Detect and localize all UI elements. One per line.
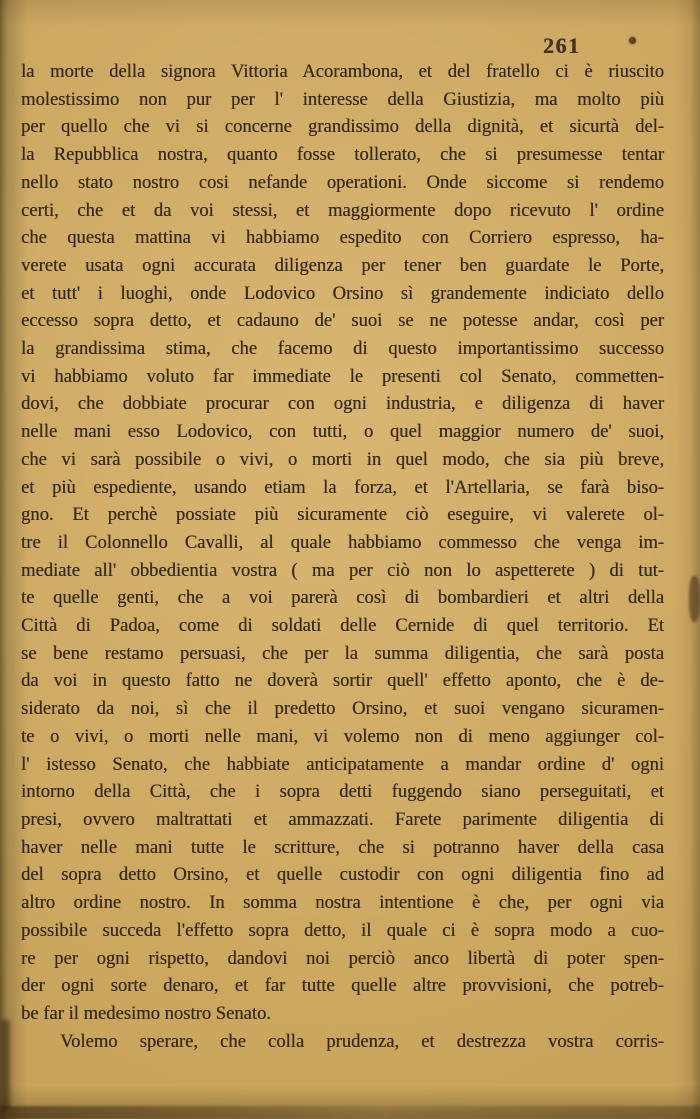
page-number: 261 (543, 33, 581, 58)
text-line: presi, ovvero maltrattati et ammazzati. Farete parimente diligentia di (21, 808, 664, 830)
text-line: te quelle genti, che a voi parerà così di bombardieri et altri della (21, 587, 664, 609)
text-line: gno. Et perchè possiate più sicuramente ciò eseguire, vi valerete ol- (21, 504, 664, 526)
text-line: la grandissima stima, che facemo di questo importantissimo successo (21, 338, 664, 360)
text-line: et tutt' i luoghi, onde Lodovico Orsino sì grandemente indiciato dello (21, 282, 664, 304)
text-line: se bene restamo persuasi, che per la summa diligentia, che sarà posta (21, 642, 664, 664)
text-line: che questa mattina vi habbiamo espedito con Corriero espresso, ha- (21, 227, 664, 249)
text-line: haver nelle mani tutte le scritture, che si potranno haver della casa (21, 836, 664, 858)
text-line: altro ordine nostro. In somma nostra intentione è che, per ogni via (21, 892, 664, 914)
text-line: da voi in questo fatto ne doverà sortir quell' effetto aponto, che è de- (21, 670, 664, 692)
text-line: l' istesso Senato, che habbiate anticipatamente a mandar ordine d' ogni (21, 753, 664, 775)
bottom-edge-shadow (0, 1106, 700, 1119)
text-line: siderato da noi, sì che il predetto Orsino, et suoi vengano sicuramen- (21, 698, 664, 720)
text-line: verete usata ogni accurata diligenza per tener ben guardate le Porte, (21, 254, 664, 276)
text-line: vi habbiamo voluto far immediate le presenti col Senato, commetten- (21, 365, 664, 387)
page-text (21, 58, 664, 1055)
text-line: nello stato nostro cosi nefande operationi. Onde siccome si rendemo (21, 171, 664, 193)
text-line: molestissimo non pur per l' interesse della Giustizia, ma molto più (21, 88, 664, 110)
text-line: certi, che et da voi stessi, et maggiormente dopo ricevuto l' ordine (21, 199, 664, 221)
text-line: be far il medesimo nostro Senato. (21, 1002, 271, 1024)
text-line: mediate all' obbedientia vostra ( ma per ciò non lo aspetterete ) di tut- (21, 559, 664, 581)
text-line: nelle mani esso Lodovico, con tutti, o quel maggior numero de' suoi, (21, 421, 664, 443)
text-line: che vi sarà possibile o vivi, o morti in quel modo, che sia più breve, (21, 448, 664, 470)
text-line: la morte della signora Vittoria Acorambona, et del fratello ci è riuscito (21, 61, 664, 82)
text-line: te o vivi, o morti nelle mani, vi volemo non di meno aggiunger col- (21, 725, 664, 747)
text-line: del sopra detto Orsino, et quelle custodir con ogni diligentia fino ad (21, 864, 664, 886)
text-line: der ogni sorte denaro, et far tutte quelle altre provvisioni, che potreb- (21, 975, 664, 997)
gutter-shadow (1, 1020, 10, 1110)
text-line: tre il Colonnello Cavalli, al quale habbiamo commesso che venga im- (21, 531, 664, 553)
text-line: eccesso sopra detto, et cadauno de' suoi se ne potesse andar, così per (21, 310, 664, 332)
text-line: per quello che vi si concerne grandissimo della dignità, et sicurtà del- (21, 116, 664, 138)
text-line: la Repubblica nostra, quanto fosse tollerato, che si presumesse tentar (21, 144, 664, 166)
text-line: et più espediente, usando etiam la forza, et l'Artellaria, se farà biso- (21, 476, 664, 498)
text-line: re per ogni rispetto, dandovi noi perciò anco libertà di poter spen- (21, 947, 664, 969)
paper-stain (689, 576, 700, 622)
text-line: Città di Padoa, come di soldati delle Cernide di quel territorio. Et (21, 615, 664, 637)
paper-speck (629, 37, 636, 44)
text-line: intorno della Città, che i sopra detti fuggendo siano perseguitati, et (21, 781, 664, 803)
text-line: possibile succeda l'effetto sopra detto, il quale ci è sopra modo a cuo- (21, 919, 664, 941)
text-line: dovi, che dobbiate procurar con ogni industria, e diligenza di haver (21, 393, 664, 415)
text-line: Volemo sperare, che colla prudenza, et destrezza vostra corris- (60, 1030, 664, 1052)
